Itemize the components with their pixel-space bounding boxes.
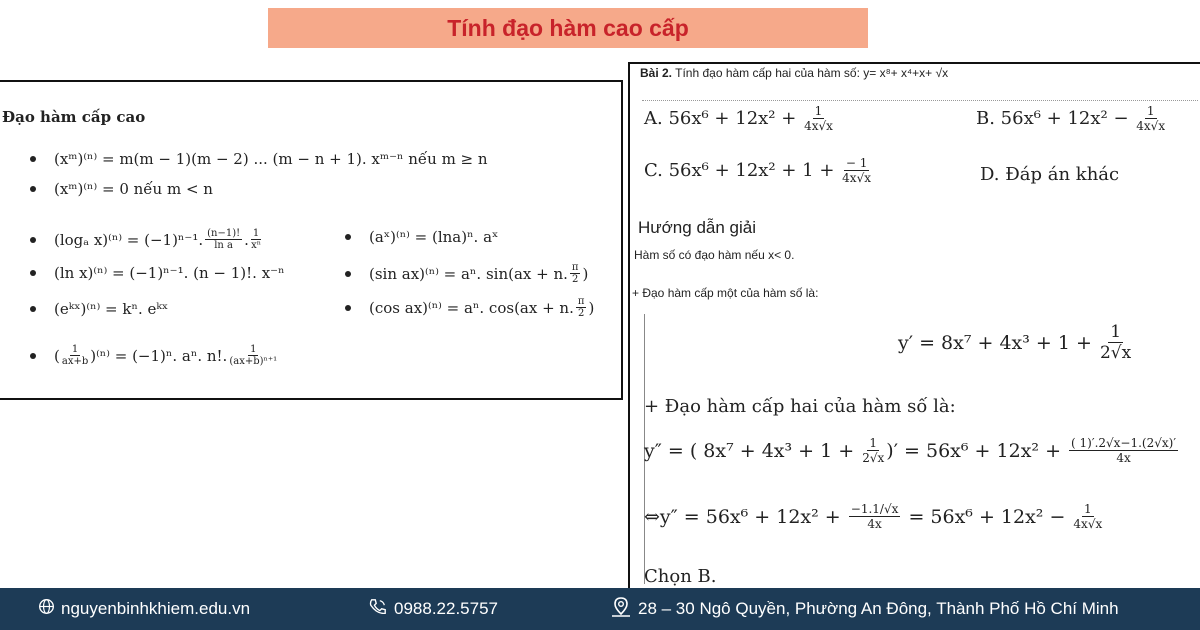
second-derivative-step1: y″ = ( 8x⁷ + 4x³ + 1 + $\frac{1}{2√x}$ )′ = 56x⁶ + 12x² + $\frac{( 1)'.2√x-1.(2√x)'}{4x}$: [644, 436, 1177, 465]
divider: [642, 100, 1198, 101]
formula-sin: (sin ax)⁽ⁿ⁾ = aⁿ. sin(ax + n. $\frac{\pi}{2}$ ): [345, 262, 588, 285]
bullet-icon: [30, 156, 36, 162]
formula-log: (logₐ x)⁽ⁿ⁾ = (−1)ⁿ⁻¹. $\frac{(n-1)!}{\text{ln a}}$ . $\frac{1}{\text{xⁿ}}$: [30, 228, 263, 251]
answer: Chọn B.: [644, 566, 717, 587]
location-pin-icon: [610, 596, 632, 623]
second-derivative-label: + Đạo hàm cấp hai của hàm số là:: [644, 396, 956, 417]
bullet-icon: [30, 353, 36, 359]
exercise-panel: [628, 62, 1200, 588]
domain-note: Hàm số có đạo hàm nếu x< 0.: [634, 248, 795, 262]
exercise-label: Bài 2.: [640, 66, 673, 80]
footer-bar: [0, 588, 1200, 630]
option-c: C. 56x⁶ + 12x² + 1 + $\frac{- 1}{4x√x}$: [644, 156, 871, 185]
formula-heading: Đạo hàm cấp cao: [2, 108, 146, 126]
formula-cos: (cos ax)⁽ⁿ⁾ = aⁿ. cos(ax + n. $\frac{\pi}{2}$ ): [345, 296, 594, 319]
footer-website[interactable]: nguyenbinhkhiem.edu.vn: [38, 598, 250, 620]
bullet-icon: [345, 271, 351, 277]
solution-heading: Hướng dẫn giải: [638, 218, 756, 237]
bullet-icon: [30, 186, 36, 192]
second-derivative-step2: ⇔y″ = 56x⁶ + 12x² + $\frac{-1.1/√x}{4x}$ = 56x⁶ + 12x² − $\frac{1}{4x√x}$: [644, 502, 1103, 531]
formula-reciprocal: ( $\frac{1}{ax+b}$ )⁽ⁿ⁾ = (−1)ⁿ. aⁿ. n!. $\frac{1}{\text{(ax+b)ⁿ⁺¹}}$: [30, 344, 279, 367]
option-d: D. Đáp án khác: [980, 164, 1120, 185]
first-derivative-label: + Đạo hàm cấp một của hàm số là:: [632, 286, 819, 300]
bullet-icon: [345, 305, 351, 311]
bullet-icon: [30, 270, 36, 276]
formula-ln: (ln x)⁽ⁿ⁾ = (−1)ⁿ⁻¹. (n − 1)!. x⁻ⁿ: [30, 264, 285, 282]
formula-e: (eᵏˣ)⁽ⁿ⁾ = kⁿ. eᵏˣ: [30, 300, 168, 318]
formula-panel: [0, 80, 623, 400]
page-title: Tính đạo hàm cao cấp: [447, 14, 689, 41]
option-b: B. 56x⁶ + 12x² − $\frac{1}{4x√x}$: [976, 104, 1166, 133]
title-banner: [268, 8, 868, 48]
globe-icon: [38, 598, 55, 620]
first-derivative: y′ = 8x⁷ + 4x³ + 1 + $\frac{1}{2√x}$: [898, 322, 1132, 363]
exercise-statement: Bài 2. Tính đạo hàm cấp hai của hàm số: y= x⁸+ x⁴+x+ √x: [640, 66, 949, 80]
footer-phone[interactable]: 0988.22.5757: [368, 598, 498, 621]
phone-icon: [368, 598, 388, 621]
formula-power-zero: (xᵐ)⁽ⁿ⁾ = 0 nếu m < n: [30, 180, 213, 198]
bullet-icon: [30, 237, 36, 243]
bullet-icon: [345, 234, 351, 240]
formula-exponential: (aˣ)⁽ⁿ⁾ = (lna)ⁿ. aˣ: [345, 228, 498, 246]
formula-power-general: (xᵐ)⁽ⁿ⁾ = m(m − 1)(m − 2) ... (m − n + 1). xᵐ⁻ⁿ nếu m ≥ n: [30, 150, 488, 168]
option-a: A. 56x⁶ + 12x² + $\frac{1}{4x√x}$: [644, 104, 833, 133]
bullet-icon: [30, 306, 36, 312]
footer-address[interactable]: 28 – 30 Ngô Quyền, Phường An Đông, Thành Phố Hồ Chí Minh: [610, 596, 1119, 623]
